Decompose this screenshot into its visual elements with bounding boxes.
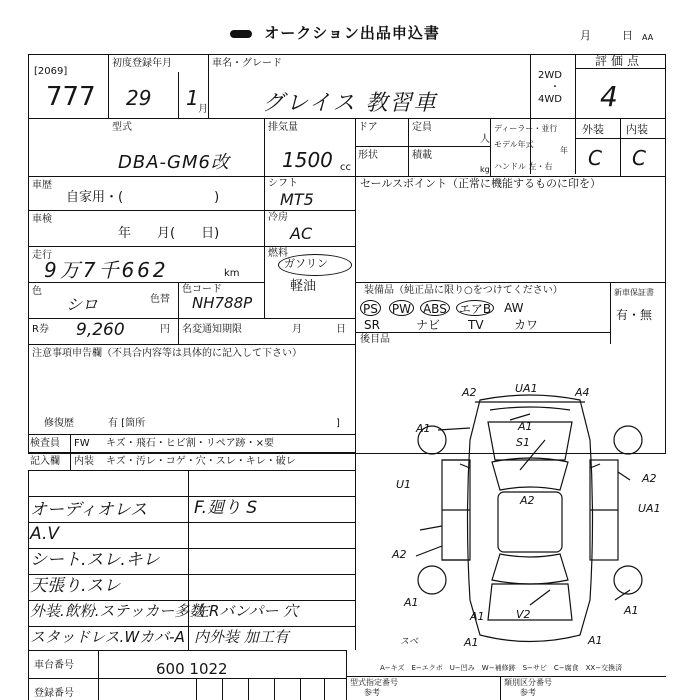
notes-label: 注意事項申告欄（不具合内容等は具体的に記入して下さい） [32,348,302,359]
inspector-fw-items: キズ・飛石・ヒビ割・リペア跡・×要 [106,438,274,449]
mileage-unit: km [224,268,240,279]
equipment-row1 [360,300,608,316]
inspector-label-1: 検査員 [30,438,60,449]
displacement-unit: cc [340,162,351,173]
score-label: 評価点 [595,54,644,68]
diagram-mark-16: A1 [464,636,479,649]
model-name-label: 車名・グレード [212,58,282,69]
chassis-value: 600 1022 [156,660,228,678]
name-change-day: 日 [336,324,346,335]
diagram-mark-4: A1 [416,422,431,435]
first-reg-month: 1 [186,86,199,110]
inspection-label: 車検 [32,214,52,225]
equip-ps: PS [360,300,381,316]
inspector-interior-items: キズ・汚レ・コゲ・穴・スレ・キレ・破レ [106,456,296,467]
diagram-mark-18: スベ [400,637,419,647]
mileage-label: 走行 [32,250,52,261]
note-right-1: F.廻り S [194,498,258,518]
diagram-mark-17: A1 [588,634,603,647]
type-value: DBA-GM6改 [118,152,230,173]
interior-label: 内装 [626,123,648,136]
diagram-mark-12: A1 [404,596,419,609]
form-label: 形状 [358,150,378,161]
color-code-value: NH788P [192,294,253,312]
fuel-gasoline-circle [278,254,352,276]
bottom-ref-label-2: 参考 [520,688,536,697]
bottom-ref-label-1: 参考 [364,688,380,697]
type-label: 型式 [112,122,132,133]
repair-close: ] [336,418,340,429]
header-corner-code: AA [642,33,654,42]
dealer-handle: ハンドル 左・右 [494,162,553,171]
note-left-3: シート.スレ.キレ [30,550,160,570]
capacity-label: 定員 [412,122,432,133]
equip-airbag: エアB [456,300,494,316]
usage-value: 自家用・( ) [66,190,220,205]
diagram-mark-14: A1 [470,610,485,623]
lot-code: [2069] [34,66,68,77]
fuel-gasoline: ガソリン [284,257,328,270]
drive-2wd: 2WD [538,70,562,81]
inspector-fw: FW [74,438,90,449]
equip-sr: SR [364,318,380,332]
drive-separator: ・ [550,82,560,93]
registration-label: 登録番号 [34,688,74,699]
color-code-label: 色コード [182,284,222,295]
warranty-value: 有・無 [616,308,653,322]
bottom-type-code-label: 型式指定番号 [350,678,398,687]
inspector-label-2: 記入欄 [30,456,60,467]
exterior-label: 外装 [582,123,604,136]
displacement-label: 排気量 [268,122,298,133]
diagram-mark-11: A2 [392,548,407,561]
equipment-label: 装備品（純正品に限り○をつけてください） [364,285,563,296]
recycle-value: 9,260 [76,320,125,340]
color-tone-label: 色替 [150,294,170,305]
diagram-mark-9: A2 [642,472,657,485]
color-label: 色 [32,286,42,297]
score-value: 4 [600,80,618,113]
note-left-5: 外装.飲粉.ステッカー多数 [30,602,205,620]
diagram-mark-8: A2 [520,494,535,507]
mileage-value: 9万7千662 [44,258,169,282]
rear-seat-label: 後目品 [360,334,390,345]
repair-value: 有 [箇所 [108,418,146,429]
shift-value: MT5 [280,190,314,209]
name-change-label: 名変通知期限 [182,324,242,335]
equip-leather: カワ [514,318,539,332]
diagram-mark-2: UA1 [515,382,538,395]
note-right-6: 内外装 加工有 [194,628,289,646]
recycle-unit: 円 [160,324,170,335]
bottom-class-code-label: 類別区分番号 [504,678,552,687]
lot-number: 777 [46,82,96,112]
equip-pw: PW [389,300,414,316]
fuel-label: 燃料 [268,248,288,259]
diagram-mark-5: A1 [518,420,533,433]
diagram-mark-13: A1 [624,604,639,617]
header-title: オークション出品申込書 [230,22,440,43]
note-left-6: スタッドレス.Wカバ-A [30,628,185,646]
name-change-month: 月 [292,324,302,335]
chassis-label: 車台番号 [34,660,74,671]
diagram-mark-3: A4 [575,386,590,399]
header-month: 月 [580,29,591,42]
equip-aw: AW [504,301,524,315]
sales-point-label: セールスポイント（正常に機能するものに印を） [360,177,602,190]
door-label: ドア [358,122,378,133]
diagram-mark-6: S1 [516,436,530,449]
warranty-label: 新車保証書 [614,288,654,297]
diagram-legend: A−キズ E−エクボ U−凹み W−補修跡 S−サビ C−腐食 XX−交換済 [380,664,623,672]
equip-abs: ABS [420,300,450,316]
first-reg-month-unit: 月 [198,104,208,115]
cooler-value: AC [290,224,313,243]
load-label: 積載 [412,150,432,161]
diagram-mark-10: UA1 [638,502,661,515]
diagram-mark-15: V2 [516,608,531,621]
dealer-model-year-unit: 年 [560,146,568,155]
model-name-value: グレイス 教習車 [262,91,438,116]
fuel-diesel: 軽油 [290,279,317,294]
equip-navi: ナビ [416,318,441,332]
interior-value: C [632,146,646,170]
note-left-1: オーディオレス [30,500,148,520]
inspector-interior: 内装 [74,456,94,467]
first-reg-label: 初度登録年月 [112,58,172,69]
equip-tv: TV [468,318,484,332]
shift-label: シフト [268,178,298,189]
car-damage-diagram [380,380,680,660]
note-right-5: 左Rバンパー 穴 [194,602,299,620]
recycle-label: R券 [32,324,49,335]
capacity-unit: 人 [480,134,490,145]
dealer-label: ディーラー・並行 [494,124,558,133]
header-day: 日 [622,29,633,42]
inspection-value: 年 月( 日) [118,226,220,241]
load-unit: kg [480,165,490,174]
diagram-mark-1: A2 [462,386,477,399]
note-left-4: 天張り.スレ [30,576,121,596]
dealer-model-year: モデル年式 [494,140,534,149]
color-value: シロ [66,295,99,314]
equipment-row2 [364,318,564,332]
first-reg-year: 29 [126,86,152,110]
displacement-value: 1500 [282,148,333,172]
repair-label: 修復歴 [44,418,74,429]
usage-label: 車歴 [32,180,52,191]
note-left-2: A.V [30,524,59,544]
cooler-label: 冷房 [268,212,288,223]
exterior-value: C [588,146,602,170]
drive-4wd: 4WD [538,94,562,105]
diagram-mark-7: U1 [396,478,412,491]
